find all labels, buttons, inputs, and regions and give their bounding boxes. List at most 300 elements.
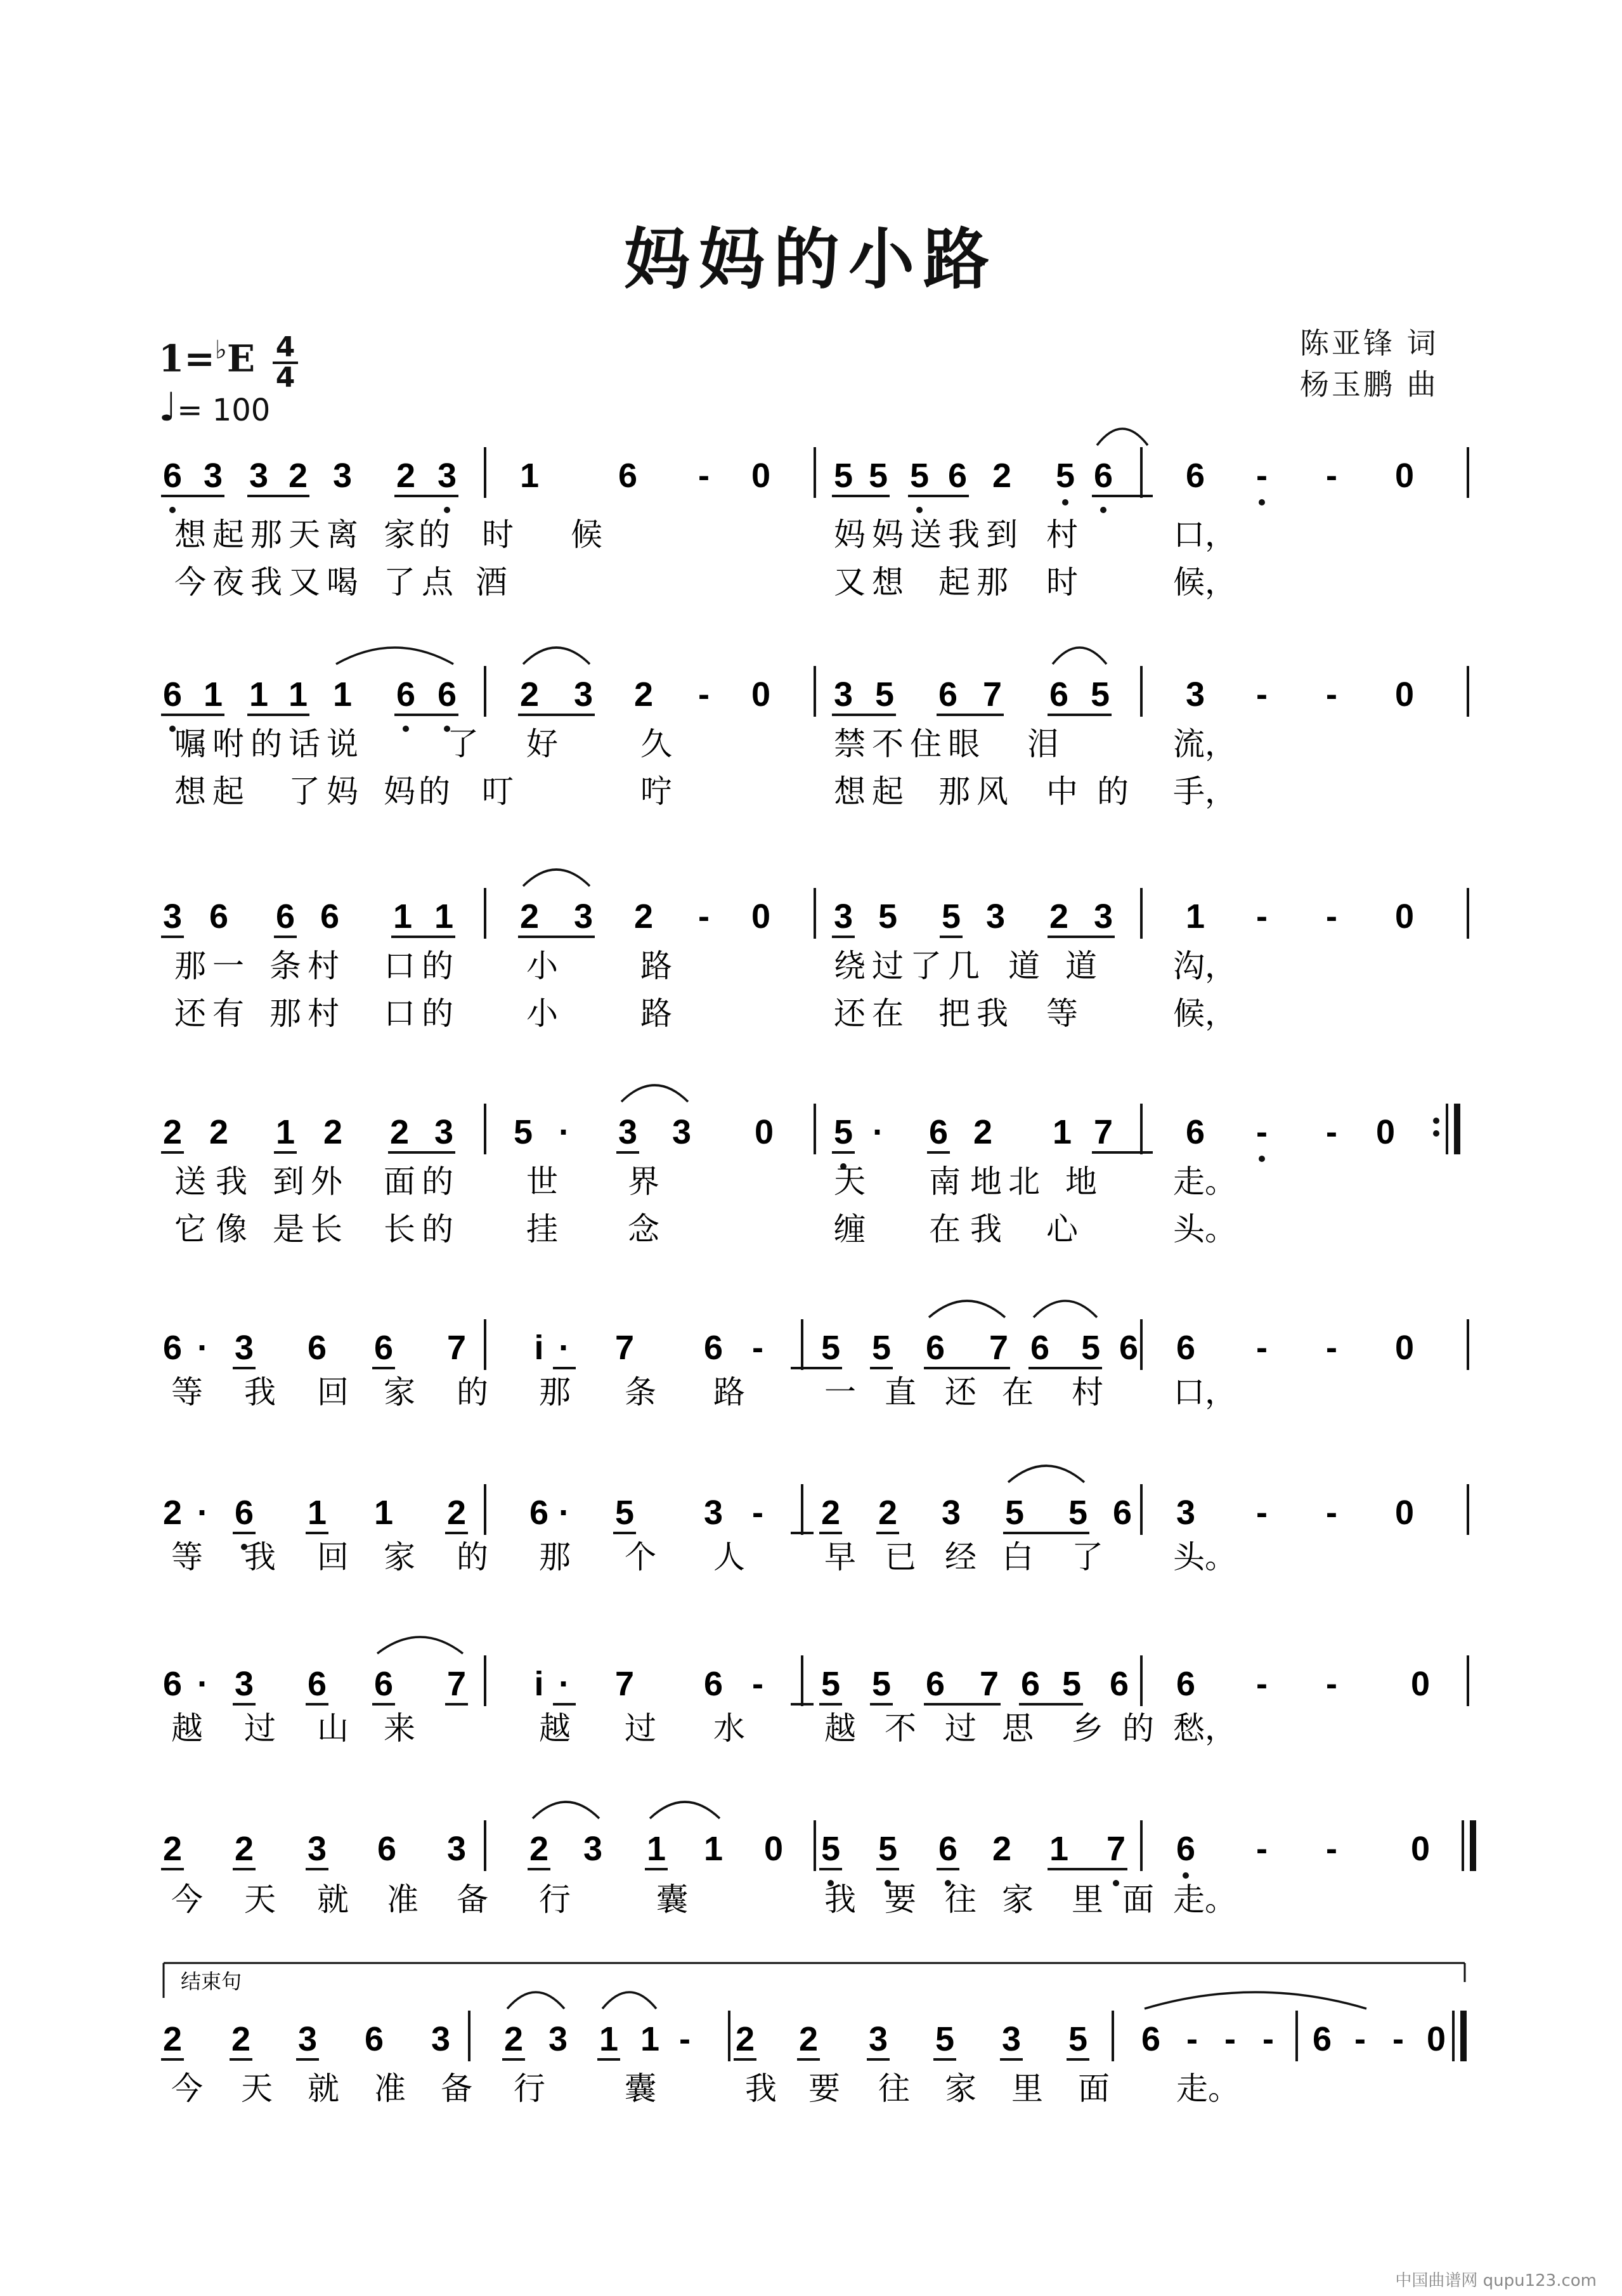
low-octave-dot xyxy=(403,726,409,732)
lyric-char: 在 xyxy=(872,995,904,1032)
lyric-char: 面 xyxy=(1122,1881,1154,1918)
lyric-char: 妈 xyxy=(834,516,866,553)
note: 1 xyxy=(599,2020,619,2058)
lyric-char: 就 xyxy=(308,2070,339,2107)
slur xyxy=(1053,648,1106,664)
note: 6 xyxy=(947,457,968,495)
note: 3 xyxy=(434,1113,454,1151)
slur xyxy=(1034,1301,1097,1317)
lyric-char: 路 xyxy=(640,948,672,984)
low-octave-dot xyxy=(916,507,923,513)
note: 2 xyxy=(633,675,654,714)
lyric-char: 水 xyxy=(713,1710,745,1747)
note: 2 xyxy=(396,457,416,495)
note: 6 xyxy=(307,1665,327,1703)
lyric-char: 备 xyxy=(441,2070,472,2107)
lyric-char: 手， xyxy=(1173,773,1236,810)
note: 3 xyxy=(703,1494,723,1532)
note: 1 xyxy=(393,897,413,936)
note: 7 xyxy=(614,1329,635,1367)
note: 2 xyxy=(519,675,540,714)
lyric-char: 早 xyxy=(824,1539,856,1575)
note: 5 xyxy=(1090,675,1110,714)
lyric-char: 愁， xyxy=(1173,1710,1236,1747)
note: 6 xyxy=(1176,1830,1196,1868)
lyric-char: 候 xyxy=(571,516,602,553)
key-prefix: 1= xyxy=(159,337,215,381)
note: 6 xyxy=(275,897,295,936)
dash-extension: - xyxy=(1256,1494,1268,1532)
lyric-char: 不 xyxy=(885,1710,916,1747)
tempo-value: = 100 xyxy=(177,393,271,428)
dash-extension: - xyxy=(1256,457,1268,495)
lyric-char: 世 xyxy=(526,1163,558,1200)
low-octave-dot xyxy=(1259,499,1265,506)
lyric-char: 送 xyxy=(910,516,942,553)
note: i xyxy=(534,1329,544,1367)
note: 0 xyxy=(1375,1113,1396,1151)
lyric-char: 准 xyxy=(374,2070,406,2107)
lyric-char: 乡 xyxy=(1072,1710,1103,1747)
lyric-char: 已 xyxy=(885,1539,916,1575)
note: 5 xyxy=(1004,1494,1025,1532)
lyric-char: 行 xyxy=(539,1881,571,1918)
song-title: 妈妈的小路 xyxy=(623,221,998,298)
low-octave-dot xyxy=(1183,1872,1189,1879)
note: 7 xyxy=(982,675,1002,714)
slur xyxy=(523,648,590,664)
lyric-char: 南 xyxy=(929,1163,961,1200)
note: 5 xyxy=(871,1329,892,1367)
note: 3 xyxy=(234,1665,254,1703)
lyric-char: 头。 xyxy=(1173,1211,1236,1248)
lyric-char: 村 xyxy=(1072,1374,1103,1411)
dash-extension: - xyxy=(1326,675,1337,714)
note: 5 xyxy=(871,1665,892,1703)
lyric-char: 风 xyxy=(976,773,1008,810)
lyric-char: 那 xyxy=(938,773,970,810)
slur xyxy=(621,1085,688,1102)
lyric-char: 是 xyxy=(273,1211,304,1248)
lyric-char: 到 xyxy=(986,516,1018,553)
slur xyxy=(336,648,453,664)
time-signature-bottom: 4 xyxy=(275,362,295,394)
lyric-char: 把 xyxy=(938,995,970,1032)
lyric-char: 绕 xyxy=(834,948,866,984)
lyric-char: 时 xyxy=(482,516,514,553)
note: 3 xyxy=(618,1113,638,1151)
dash-extension: - xyxy=(1392,2020,1404,2058)
note: 6 xyxy=(162,1329,183,1367)
dash-extension: - xyxy=(1326,1329,1337,1367)
lyric-char: 口 xyxy=(384,948,415,984)
watermark: 中国曲谱网 qupu123.com xyxy=(1395,2271,1597,2290)
lyric-char: 说 xyxy=(327,726,358,762)
lyric-char: 想 xyxy=(174,773,206,810)
note: 1 xyxy=(1185,897,1205,936)
note: 1 xyxy=(275,1113,295,1151)
lyric-char: 那 xyxy=(976,564,1008,601)
dash-extension: - xyxy=(1326,1830,1337,1868)
dash-extension: - xyxy=(698,675,710,714)
note: 2 xyxy=(798,2020,819,2058)
lyric-char: 今 xyxy=(174,564,206,601)
note: 1 xyxy=(373,1494,394,1532)
note: 0 xyxy=(1394,897,1415,936)
lyric-char: 准 xyxy=(387,1881,418,1918)
lyric-char: 道 xyxy=(1008,948,1040,984)
lyric-char: 里 xyxy=(1072,1881,1103,1918)
lyric-char: 经 xyxy=(945,1539,976,1575)
note: 0 xyxy=(1394,1494,1415,1532)
lyric-char: 的 xyxy=(422,948,453,984)
lyric-char: 要 xyxy=(885,1881,916,1918)
lyric-char: 了 xyxy=(384,564,415,601)
lyric-char: 的 xyxy=(422,1211,453,1248)
lyric-char: 一 xyxy=(824,1374,856,1411)
slur xyxy=(507,1992,564,2009)
note: 6 xyxy=(1176,1665,1196,1703)
ending-label: 结束句 xyxy=(181,1969,242,1993)
lyric-char: 妈 xyxy=(384,773,415,810)
note: 2 xyxy=(992,1830,1012,1868)
low-octave-dot xyxy=(1062,499,1068,506)
lyric-char: 往 xyxy=(945,1881,976,1918)
note: 7 xyxy=(1093,1113,1113,1151)
lyric-char: 回 xyxy=(317,1374,349,1411)
note: 6 xyxy=(938,1830,958,1868)
note: 1 xyxy=(646,1830,666,1868)
note: 5 xyxy=(821,1329,841,1367)
note: 5 xyxy=(513,1113,533,1151)
note: 2 xyxy=(446,1494,467,1532)
lyric-char: 过 xyxy=(945,1710,976,1747)
note: 3 xyxy=(162,897,183,936)
lyric-char: 了 xyxy=(910,948,942,984)
note: 2 xyxy=(389,1113,410,1151)
lyric-char: 那 xyxy=(174,948,206,984)
dash-extension: - xyxy=(698,457,710,495)
lyric-char: 候， xyxy=(1173,564,1236,601)
dash-extension: - xyxy=(1224,2020,1236,2058)
lyricist-credit: 陈亚锋 词 xyxy=(1300,326,1439,360)
slur xyxy=(1097,429,1148,445)
lyric-char: 住 xyxy=(910,726,942,762)
note: 3 xyxy=(941,1494,961,1532)
note: 5 xyxy=(614,1494,635,1532)
note: 1 xyxy=(203,675,223,714)
lyric-char: 今 xyxy=(171,1881,203,1918)
dash-extension: - xyxy=(1256,1830,1268,1868)
note: 3 xyxy=(672,1113,692,1151)
slur xyxy=(602,1992,656,2009)
lyric-char: 的 xyxy=(422,1163,453,1200)
note: 3 xyxy=(437,457,457,495)
note: 0 xyxy=(1394,457,1415,495)
lyric-char: 喝 xyxy=(327,564,358,601)
note: 5 xyxy=(1055,457,1075,495)
note: 5 xyxy=(868,457,888,495)
note: 3 xyxy=(431,2020,451,2058)
note: 1 xyxy=(519,457,540,495)
note: 6 xyxy=(209,897,229,936)
lyric-char: 久 xyxy=(640,726,672,762)
note: 7 xyxy=(979,1665,999,1703)
lyric-char: 思 xyxy=(1002,1710,1034,1747)
lyric-char: 天 xyxy=(289,516,320,553)
dotted-note-dot: · xyxy=(559,1665,570,1703)
lyric-char: 条 xyxy=(625,1374,656,1411)
note: 5 xyxy=(935,2020,955,2058)
lyric-char: 个 xyxy=(625,1539,656,1575)
lyric-char: 我 xyxy=(216,1163,247,1200)
dash-extension: - xyxy=(1326,897,1337,936)
lyric-char: 往 xyxy=(878,2070,910,2107)
lyric-char: 山 xyxy=(317,1710,349,1747)
note: 3 xyxy=(332,457,353,495)
lyric-char: 地 xyxy=(970,1163,1002,1200)
lyric-char: 起 xyxy=(212,773,244,810)
lyric-char: 了 xyxy=(289,773,320,810)
lyric-char: 条 xyxy=(269,948,301,984)
note: 2 xyxy=(519,897,540,936)
lyric-char: 心 xyxy=(1046,1211,1078,1248)
lyric-char: 长 xyxy=(384,1211,415,1248)
note: 0 xyxy=(1410,1665,1431,1703)
note: 3 xyxy=(583,1830,603,1868)
lyric-char: 口 xyxy=(384,995,415,1032)
note: 5 xyxy=(1068,1494,1088,1532)
lyric-char: 回 xyxy=(317,1539,349,1575)
note: 6 xyxy=(1185,1113,1205,1151)
note: 6 xyxy=(1119,1329,1139,1367)
system-5 xyxy=(163,1301,1468,1411)
note: 1 xyxy=(288,675,308,714)
lyric-char: 直 xyxy=(885,1374,916,1411)
lyric-char: 走。 xyxy=(1176,2070,1240,2107)
low-octave-dot xyxy=(1113,1880,1119,1886)
slur xyxy=(650,1802,720,1818)
lyric-char: 缠 xyxy=(834,1211,866,1248)
note: 0 xyxy=(1426,2020,1446,2058)
lyric-char: 小 xyxy=(526,948,558,984)
lyric-char: 天 xyxy=(241,2070,273,2107)
lyric-char: 我 xyxy=(745,2070,777,2107)
dotted-note-dot: · xyxy=(873,1113,884,1151)
note: 6 xyxy=(1020,1665,1041,1703)
note: 7 xyxy=(614,1665,635,1703)
note: 2 xyxy=(288,457,308,495)
lyric-char: 夜 xyxy=(212,564,244,601)
system-8 xyxy=(161,1802,1473,1918)
lyric-char: 过 xyxy=(872,948,904,984)
lyric-char: 我 xyxy=(976,995,1008,1032)
note: 6 xyxy=(1312,2020,1332,2058)
slur xyxy=(533,1802,599,1818)
note: 3 xyxy=(1093,897,1113,936)
note: 6 xyxy=(1185,457,1205,495)
lyric-char: 我 xyxy=(948,516,980,553)
lyric-char: 禁 xyxy=(834,726,866,762)
note: 2 xyxy=(231,2020,251,2058)
dotted-note-dot: · xyxy=(559,1329,570,1367)
note: 7 xyxy=(446,1665,467,1703)
lyric-char: 妈 xyxy=(327,773,358,810)
note: 6 xyxy=(703,1329,723,1367)
note: 2 xyxy=(209,1113,229,1151)
dash-extension: - xyxy=(1326,457,1337,495)
lyric-char: 咐 xyxy=(212,726,244,762)
lyric-char: 在 xyxy=(929,1211,961,1248)
note: 6 xyxy=(162,1665,183,1703)
lyric-char: 的 xyxy=(1097,773,1129,810)
lyric-char: 村 xyxy=(308,995,339,1032)
note: 5 xyxy=(878,897,898,936)
lyric-char: 面 xyxy=(384,1163,415,1200)
note: 6 xyxy=(373,1329,394,1367)
lyric-char: 天 xyxy=(244,1881,276,1918)
note: 3 xyxy=(307,1830,327,1868)
note: 5 xyxy=(878,1830,898,1868)
lyric-char: 候， xyxy=(1173,995,1236,1032)
lyric-char: 又 xyxy=(834,564,866,601)
note: 5 xyxy=(1068,2020,1088,2058)
lyric-char: 那 xyxy=(539,1539,571,1575)
note: 6 xyxy=(307,1329,327,1367)
note: 7 xyxy=(989,1329,1009,1367)
lyric-char: 在 xyxy=(1002,1374,1034,1411)
lyric-char: 它 xyxy=(174,1211,206,1248)
system-7 xyxy=(163,1637,1468,1747)
note: 2 xyxy=(162,2020,183,2058)
lyric-char: 那 xyxy=(269,995,301,1032)
lyric-char: 今 xyxy=(171,2070,203,2107)
low-octave-dot xyxy=(1259,1156,1265,1162)
lyric-char: 等 xyxy=(171,1374,203,1411)
lyric-char: 像 xyxy=(216,1211,247,1248)
note: 3 xyxy=(446,1830,467,1868)
slur xyxy=(1008,1466,1084,1482)
note: 5 xyxy=(1080,1329,1101,1367)
lyric-char: 的 xyxy=(1122,1710,1154,1747)
note: 6 xyxy=(373,1665,394,1703)
note: 3 xyxy=(203,457,223,495)
lyric-char: 白 xyxy=(1002,1539,1034,1575)
note: 6 xyxy=(396,675,416,714)
system-2 xyxy=(161,648,1468,810)
note: 6 xyxy=(1141,2020,1161,2058)
note: 1 xyxy=(332,675,353,714)
lyric-char: 等 xyxy=(1046,995,1078,1032)
low-octave-dot xyxy=(1100,507,1106,513)
lyric-char: 几 xyxy=(948,948,980,984)
lyric-char: 了 xyxy=(1072,1539,1103,1575)
note: 1 xyxy=(434,897,454,936)
lyric-char: 的 xyxy=(457,1374,488,1411)
slur xyxy=(523,870,590,886)
note: 6 xyxy=(1176,1329,1196,1367)
note: 2 xyxy=(162,1494,183,1532)
lyric-char: 家 xyxy=(384,1374,415,1411)
lyric-char: 行 xyxy=(514,2070,545,2107)
repeat-dot xyxy=(1433,1118,1439,1124)
system-9 xyxy=(161,1963,1465,2107)
lyric-char: 我 xyxy=(244,1539,276,1575)
dash-extension: - xyxy=(1326,1113,1337,1151)
flat-sign: ♭ xyxy=(214,335,227,365)
lyric-char: 的 xyxy=(418,516,450,553)
note: 6 xyxy=(925,1329,945,1367)
note: 6 xyxy=(1109,1665,1129,1703)
lyric-char: 面 xyxy=(1078,2070,1110,2107)
note: 0 xyxy=(751,675,771,714)
lyric-char: 路 xyxy=(713,1374,745,1411)
lyric-char: 小 xyxy=(526,995,558,1032)
lyric-char: 口， xyxy=(1173,516,1236,553)
lyric-char: 还 xyxy=(834,995,866,1032)
note: 6 xyxy=(320,897,340,936)
dotted-note-dot: · xyxy=(197,1665,209,1703)
lyric-char: 我 xyxy=(250,564,282,601)
lyric-char: 中 xyxy=(1046,773,1078,810)
note: 2 xyxy=(162,1113,183,1151)
quarter-note-icon: ♩ xyxy=(159,384,178,430)
lyric-char: 越 xyxy=(824,1710,856,1747)
note: 6 xyxy=(928,1113,949,1151)
lyric-char: 北 xyxy=(1008,1163,1040,1200)
lyric-char: 村 xyxy=(1046,516,1078,553)
lyric-char: 离 xyxy=(327,516,358,553)
note: 3 xyxy=(1185,675,1205,714)
lyric-char: 还 xyxy=(945,1374,976,1411)
note: 2 xyxy=(529,1830,549,1868)
note: 2 xyxy=(323,1113,343,1151)
lyric-char: 想 xyxy=(834,773,866,810)
note: 6 xyxy=(1112,1494,1132,1532)
note: 6 xyxy=(1030,1329,1050,1367)
note: 5 xyxy=(1061,1665,1082,1703)
note: 6 xyxy=(364,2020,384,2058)
dotted-note-dot: · xyxy=(197,1494,209,1532)
dotted-note-dot: · xyxy=(559,1494,570,1532)
note: 1 xyxy=(1052,1113,1072,1151)
note: 3 xyxy=(573,675,594,714)
dash-extension: - xyxy=(1256,1113,1268,1151)
note: 6 xyxy=(162,457,183,495)
note: 3 xyxy=(833,675,853,714)
note: 6 xyxy=(1049,675,1069,714)
lyric-char: 妈 xyxy=(872,516,904,553)
note: 6 xyxy=(703,1665,723,1703)
dash-extension: - xyxy=(1262,2020,1274,2058)
slur xyxy=(377,1637,463,1654)
dash-extension: - xyxy=(1256,1329,1268,1367)
note: 5 xyxy=(941,897,961,936)
note: 5 xyxy=(821,1830,841,1868)
note: 3 xyxy=(548,2020,568,2058)
dash-extension: - xyxy=(752,1329,763,1367)
lyric-char: 有 xyxy=(212,995,244,1032)
lyric-char: 地 xyxy=(1065,1163,1097,1200)
note: 3 xyxy=(833,897,853,936)
lyric-char: 就 xyxy=(317,1881,349,1918)
lyric-char: 酒 xyxy=(476,564,507,601)
lyric-char: 里 xyxy=(1011,2070,1043,2107)
lyric-char: 嘱 xyxy=(174,726,206,762)
lyric-char: 要 xyxy=(808,2070,840,2107)
lyric-char: 送 xyxy=(174,1163,206,1200)
note: 3 xyxy=(234,1329,254,1367)
